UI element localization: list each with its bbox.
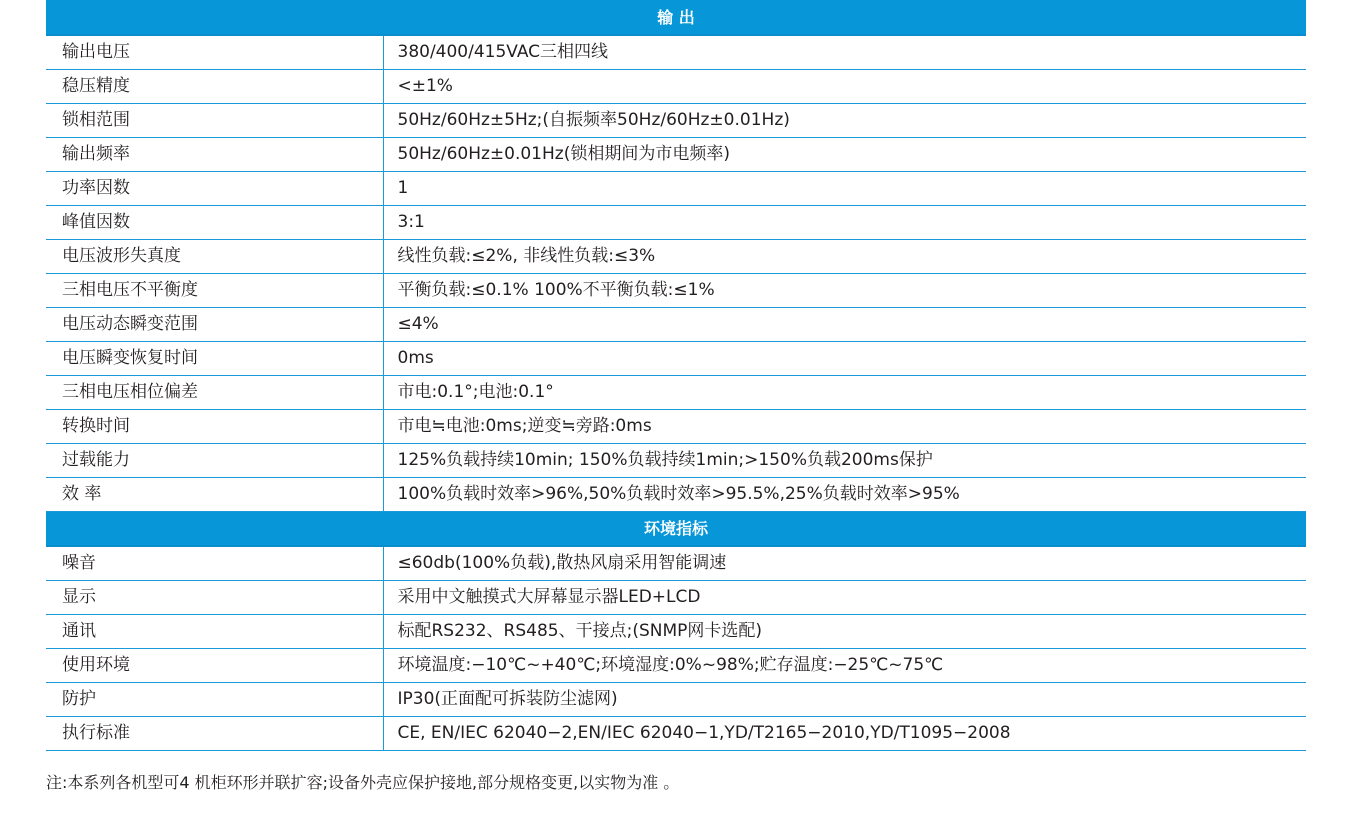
- spec-row: [46, 546, 1306, 581]
- spec-label: 显示: [46, 581, 383, 615]
- spec-row: [46, 70, 1306, 104]
- spec-label: 电压波形失真度: [46, 240, 383, 274]
- spec-value: 3:1: [383, 206, 1306, 240]
- spec-value: 100%负载时效率>96%,50%负载时效率>95.5%,25%负载时效率>95%: [383, 478, 1306, 512]
- spec-value: 线性负载:≤2%, 非线性负载:≤3%: [383, 240, 1306, 274]
- spec-row: [46, 376, 1306, 410]
- spec-row: [46, 206, 1306, 240]
- spec-label: 噪音: [46, 546, 383, 581]
- spec-value: 平衡负载:≤0.1% 100%不平衡负载:≤1%: [383, 274, 1306, 308]
- spec-row: [46, 649, 1306, 683]
- spec-row: [46, 104, 1306, 138]
- spec-label: 三相电压相位偏差: [46, 376, 383, 410]
- spec-label: 锁相范围: [46, 104, 383, 138]
- spec-value: 环境温度:−10℃~+40℃;环境湿度:0%~98%;贮存温度:−25℃~75℃: [383, 649, 1306, 683]
- spec-row: [46, 581, 1306, 615]
- spec-value: 采用中文触摸式大屏幕显示器LED+LCD: [383, 581, 1306, 615]
- spec-row: [46, 240, 1306, 274]
- spec-row: [46, 444, 1306, 478]
- section-header-row: [46, 512, 1306, 547]
- spec-row: [46, 615, 1306, 649]
- spec-row: [46, 35, 1306, 70]
- spec-value: ≤4%: [383, 308, 1306, 342]
- spec-value: 50Hz/60Hz±5Hz;(自振频率50Hz/60Hz±0.01Hz): [383, 104, 1306, 138]
- spec-label: 电压动态瞬变范围: [46, 308, 383, 342]
- spec-value: 标配RS232、RS485、干接点;(SNMP网卡选配): [383, 615, 1306, 649]
- spec-value: 1: [383, 172, 1306, 206]
- spec-row: [46, 410, 1306, 444]
- spec-value: <±1%: [383, 70, 1306, 104]
- spec-label: 输出电压: [46, 35, 383, 70]
- spec-value: 125%负载持续10min; 150%负载持续1min;>150%负载200ms保护: [383, 444, 1306, 478]
- spec-label: 效 率: [46, 478, 383, 512]
- spec-value: 市电:0.1°;电池:0.1°: [383, 376, 1306, 410]
- spec-label: 通讯: [46, 615, 383, 649]
- spec-table: [46, 0, 1306, 751]
- section-title: 输 出: [46, 0, 1306, 35]
- spec-row: [46, 138, 1306, 172]
- spec-value: ≤60db(100%负载),散热风扇采用智能调速: [383, 546, 1306, 581]
- spec-value: 50Hz/60Hz±0.01Hz(锁相期间为市电频率): [383, 138, 1306, 172]
- spec-table-body: [46, 0, 1306, 751]
- spec-row: [46, 478, 1306, 512]
- spec-label: 转换时间: [46, 410, 383, 444]
- section-title: 环境指标: [46, 512, 1306, 547]
- spec-label: 电压瞬变恢复时间: [46, 342, 383, 376]
- spec-label: 稳压精度: [46, 70, 383, 104]
- spec-label: 使用环境: [46, 649, 383, 683]
- spec-label: 功率因数: [46, 172, 383, 206]
- spec-label: 执行标准: [46, 717, 383, 751]
- spec-row: [46, 683, 1306, 717]
- spec-label: 防护: [46, 683, 383, 717]
- spec-row: [46, 342, 1306, 376]
- spec-row: [46, 308, 1306, 342]
- spec-value: 市电≒电池:0ms;逆变≒旁路:0ms: [383, 410, 1306, 444]
- footnote: 注:本系列各机型可4 机柜环形并联扩容;设备外壳应保护接地,部分规格变更,以实物为准 。: [46, 773, 680, 792]
- spec-value: 380/400/415VAC三相四线: [383, 35, 1306, 70]
- spec-label: 过载能力: [46, 444, 383, 478]
- spec-label: 输出频率: [46, 138, 383, 172]
- spec-value: CE, EN/IEC 62040−2,EN/IEC 62040−1,YD/T2165−2010,YD/T1095−2008: [383, 717, 1306, 751]
- spec-row: [46, 274, 1306, 308]
- spec-row: [46, 172, 1306, 206]
- spec-label: 三相电压不平衡度: [46, 274, 383, 308]
- section-header-row: [46, 0, 1306, 35]
- spec-label: 峰值因数: [46, 206, 383, 240]
- spec-row: [46, 717, 1306, 751]
- spec-value: 0ms: [383, 342, 1306, 376]
- spec-value: IP30(正面配可拆装防尘滤网): [383, 683, 1306, 717]
